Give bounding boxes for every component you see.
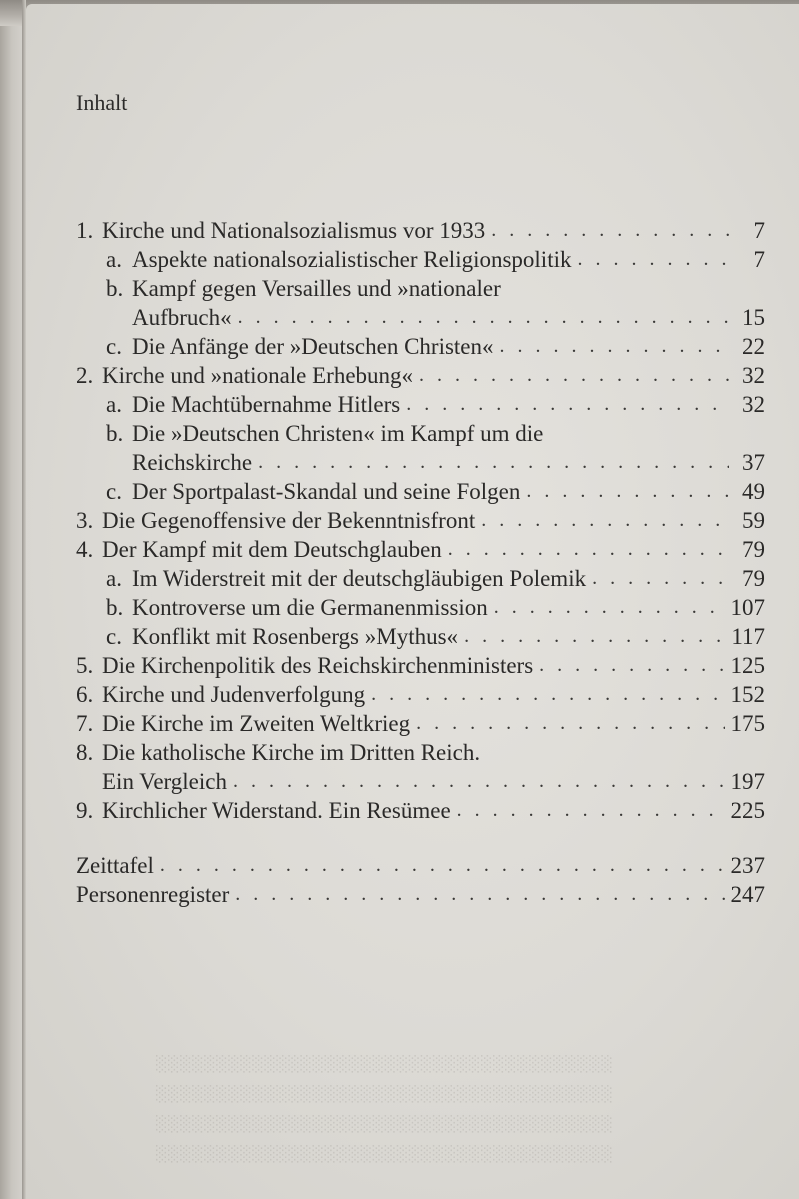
chapter-number: 5. bbox=[76, 653, 94, 678]
bleed-through-texture: ░░░░░░░░░░░░░░░░░░░░░░░░░░░░░░░░░░░░░░ ░░░░░░░░░░░░░░░░░░░░░░░░░░░░░░░░░░░░░░ ░░░░░░░░░░░░░░░░░░░░░░░░░░░░░░░░░░░░░░ ░░░░░░░░░░░░░░░░░░░░░░░░░░░░░░░░░░░░░░ bbox=[156, 1055, 614, 1163]
chapter-number: 1. bbox=[76, 218, 94, 243]
page-number: 125 bbox=[730, 653, 765, 678]
leader-dots bbox=[491, 216, 729, 245]
leader-dots bbox=[406, 390, 729, 419]
chapter-title: Der Kampf mit dem Deutschglauben bbox=[102, 537, 442, 562]
section-letter: c. bbox=[106, 334, 122, 359]
chapter-number: 3. bbox=[76, 508, 94, 533]
leader-dots bbox=[416, 709, 724, 738]
chapter-title: Kirche und Judenverfolgung bbox=[102, 682, 366, 707]
page-number: 32 bbox=[742, 363, 765, 388]
leader-dots bbox=[577, 245, 729, 274]
leader-dots bbox=[481, 506, 729, 535]
book-page bbox=[26, 4, 799, 1199]
page-number: 107 bbox=[730, 595, 765, 620]
leader-dots bbox=[464, 622, 725, 651]
toc-entry-4a bbox=[76, 564, 765, 593]
page-number: 15 bbox=[742, 305, 765, 330]
section-letter: c. bbox=[106, 479, 122, 504]
appendix-title: Zeittafel bbox=[76, 853, 154, 878]
section-title: Aspekte nationalsozialistischer Religionspolitik bbox=[132, 247, 572, 272]
chapter-title: Die katholische Kirche im Dritten Reich. bbox=[102, 740, 481, 765]
page-number: 197 bbox=[730, 769, 765, 794]
page-number: 7 bbox=[753, 218, 765, 243]
leader-dots bbox=[500, 332, 729, 361]
leader-dots bbox=[235, 880, 724, 909]
toc-entry-5 bbox=[76, 651, 765, 680]
chapter-number: 9. bbox=[76, 798, 94, 823]
section-title: Die »Deutschen Christen« im Kampf um die bbox=[132, 421, 544, 446]
toc-entry-1a bbox=[76, 245, 765, 274]
page-number: 7 bbox=[753, 247, 765, 272]
page-number: 59 bbox=[742, 508, 765, 533]
leader-dots bbox=[592, 564, 729, 593]
leader-dots bbox=[233, 767, 725, 796]
page-number: 152 bbox=[730, 682, 765, 707]
section-letter: c. bbox=[106, 624, 122, 649]
chapter-number: 8. bbox=[76, 740, 94, 765]
toc-appendix-personenregister bbox=[76, 880, 765, 909]
toc-entry-2b bbox=[76, 419, 765, 448]
page-number: 49 bbox=[742, 479, 765, 504]
section-letter: a. bbox=[106, 247, 122, 272]
toc-entry-2a bbox=[76, 390, 765, 419]
toc-entry-7 bbox=[76, 709, 765, 738]
section-title: Im Widerstreit mit der deutschgläubigen Polemik bbox=[132, 566, 587, 591]
page-number: 37 bbox=[742, 450, 765, 475]
page-number: 117 bbox=[731, 624, 765, 649]
section-gap bbox=[76, 825, 765, 851]
page-number: 175 bbox=[730, 711, 765, 736]
chapter-title: Die Kirchenpolitik des Reichskirchenministers bbox=[102, 653, 534, 678]
leader-dots bbox=[494, 593, 725, 622]
page-number: 225 bbox=[730, 798, 765, 823]
toc-entry-6 bbox=[76, 680, 765, 709]
toc-entry-2 bbox=[76, 361, 765, 390]
section-title: Der Sportpalast-Skandal und seine Folgen bbox=[132, 479, 521, 504]
chapter-title-continued: Ein Vergleich bbox=[102, 769, 227, 794]
toc-entry-1b-cont bbox=[76, 303, 765, 332]
page-number: 32 bbox=[742, 392, 765, 417]
toc-entry-4 bbox=[76, 535, 765, 564]
page-number: 79 bbox=[742, 537, 765, 562]
toc-entry-1c bbox=[76, 332, 765, 361]
chapter-number: 7. bbox=[76, 711, 94, 736]
toc-entry-4b bbox=[76, 593, 765, 622]
section-letter: a. bbox=[106, 392, 122, 417]
chapter-title: Kirche und »nationale Erhebung« bbox=[102, 363, 414, 388]
section-title: Konflikt mit Rosenbergs »Mythus« bbox=[132, 624, 459, 649]
chapter-number: 2. bbox=[76, 363, 94, 388]
section-title: Die Machtübernahme Hitlers bbox=[132, 392, 401, 417]
chapter-title: Die Gegenoffensive der Bekenntnisfront bbox=[102, 508, 476, 533]
appendix-title: Personenregister bbox=[76, 882, 230, 907]
page-number: 237 bbox=[730, 853, 765, 878]
page-number: 22 bbox=[742, 334, 765, 359]
page-number: 79 bbox=[742, 566, 765, 591]
leader-dots bbox=[526, 477, 729, 506]
page-number: 247 bbox=[730, 882, 765, 907]
leader-dots bbox=[539, 651, 724, 680]
section-title-continued: Reichskirche bbox=[132, 450, 253, 475]
section-letter: b. bbox=[106, 595, 124, 620]
section-title: Kontroverse um die Germanenmission bbox=[132, 595, 488, 620]
leader-dots bbox=[448, 535, 729, 564]
chapter-number: 6. bbox=[76, 682, 94, 707]
chapter-title: Kirche und Nationalsozialismus vor 1933 bbox=[102, 218, 486, 243]
table-of-contents bbox=[76, 216, 765, 909]
chapter-number: 4. bbox=[76, 537, 94, 562]
toc-entry-2c bbox=[76, 477, 765, 506]
leader-dots bbox=[419, 361, 729, 390]
toc-entry-1b bbox=[76, 274, 765, 303]
toc-entry-4c bbox=[76, 622, 765, 651]
toc-entry-9 bbox=[76, 796, 765, 825]
toc-entry-8 bbox=[76, 738, 765, 767]
section-letter: a. bbox=[106, 566, 122, 591]
toc-entry-2b-cont bbox=[76, 448, 765, 477]
section-letter: b. bbox=[106, 421, 124, 446]
toc-heading: Inhalt bbox=[76, 90, 128, 115]
leader-dots bbox=[160, 851, 725, 880]
section-title-continued: Aufbruch« bbox=[132, 305, 232, 330]
leader-dots bbox=[371, 680, 724, 709]
chapter-title: Kirchlicher Widerstand. Ein Resümee bbox=[102, 798, 451, 823]
toc-appendix-zeittafel bbox=[76, 851, 765, 880]
toc-entry-8-cont bbox=[76, 767, 765, 796]
section-title: Die Anfänge der »Deutschen Christen« bbox=[132, 334, 494, 359]
leader-dots bbox=[457, 796, 725, 825]
section-letter: b. bbox=[106, 276, 124, 301]
toc-entry-3 bbox=[76, 506, 765, 535]
section-title: Kampf gegen Versailles und »nationaler bbox=[132, 276, 501, 301]
leader-dots bbox=[258, 448, 729, 477]
leader-dots bbox=[238, 303, 729, 332]
toc-entry-1 bbox=[76, 216, 765, 245]
chapter-title: Die Kirche im Zweiten Weltkrieg bbox=[102, 711, 411, 736]
